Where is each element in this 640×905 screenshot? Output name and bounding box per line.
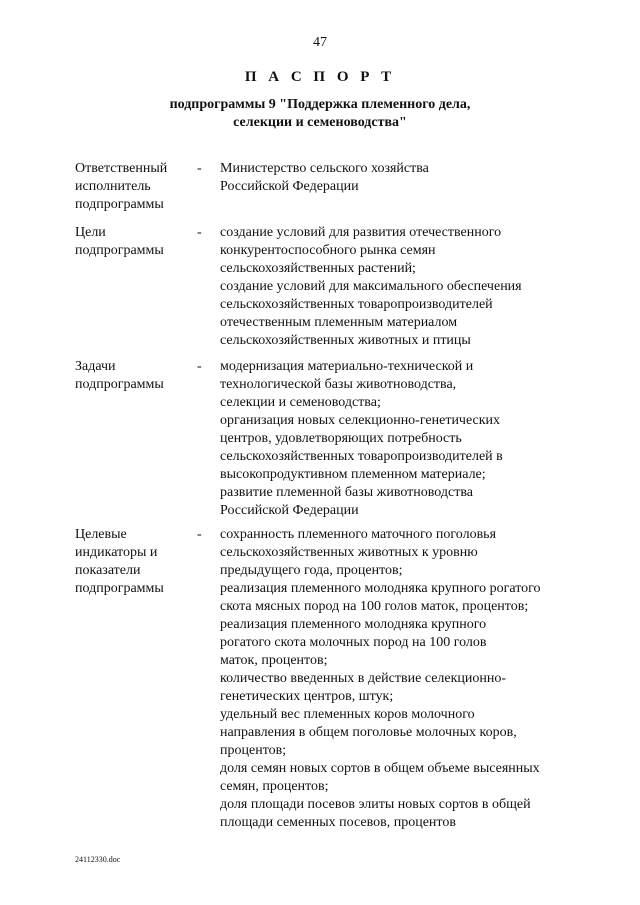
- content-line: маток, процентов;: [220, 653, 328, 668]
- document-subtitle: [0, 96, 640, 132]
- content-line: создание условий для максимального обеспечения: [220, 279, 522, 294]
- content-line: доля семян новых сортов в общем объеме высеянных: [220, 761, 540, 776]
- row-label: [75, 224, 195, 260]
- label-line: показатели: [75, 563, 141, 578]
- subtitle-line: подпрограммы 9 "Поддержка племенного дела,: [169, 97, 471, 112]
- content-line: селекции и семеноводства;: [220, 395, 381, 410]
- label-line: индикаторы и: [75, 545, 158, 560]
- content-line: генетических центров, штук;: [220, 689, 394, 704]
- content-line: скота мясных пород на 100 голов маток, процентов;: [220, 599, 529, 614]
- subtitle-line: селекции и семеноводства": [233, 115, 407, 130]
- content-line: организация новых селекционно-генетических: [220, 413, 501, 428]
- content-line: площади семенных посевов, процентов: [220, 815, 456, 830]
- row-label: [75, 358, 195, 394]
- label-line: подпрограммы: [75, 197, 164, 212]
- content-line: сельскохозяйственных товаропроизводителей: [220, 297, 493, 312]
- content-line: количество введенных в действие селекционно-: [220, 671, 507, 686]
- row-label: [75, 160, 195, 214]
- content-line: сельскохозяйственных растений;: [220, 261, 416, 276]
- content-line: конкурентоспособного рынка семян: [220, 243, 436, 258]
- content-line: технологической базы животноводства,: [220, 377, 457, 392]
- page-number: 47: [313, 35, 327, 50]
- content-line: предыдущего года, процентов;: [220, 563, 403, 578]
- content-line: реализация племенного молодняка крупного рогатого: [220, 581, 541, 596]
- content-line: сельскохозяйственных животных и птицы: [220, 333, 471, 348]
- row-label: [75, 526, 195, 598]
- label-line: Задачи: [75, 359, 116, 374]
- content-line: Российской Федерации: [220, 503, 359, 518]
- content-line: Российской Федерации: [220, 179, 359, 194]
- content-line: удельный вес племенных коров молочного: [220, 707, 475, 722]
- content-line: создание условий для развития отечественного: [220, 225, 502, 240]
- row-content: [220, 160, 620, 196]
- label-line: Цели: [75, 225, 106, 240]
- content-line: Министерство сельского хозяйства: [220, 161, 429, 176]
- content-line: рогатого скота молочных пород на 100 голов: [220, 635, 487, 650]
- content-line: доля площади посевов элиты новых сортов в общей: [220, 797, 531, 812]
- row-dash: -: [197, 359, 202, 374]
- label-line: исполнитель: [75, 179, 151, 194]
- content-line: сельскохозяйственных животных к уровню: [220, 545, 478, 560]
- row-dash: -: [197, 161, 202, 176]
- row-content: [220, 224, 620, 350]
- content-line: развитие племенной базы животноводства: [220, 485, 473, 500]
- row-content: [220, 526, 620, 832]
- row-dash: -: [197, 527, 202, 542]
- label-line: Ответственный: [75, 161, 168, 176]
- content-line: сохранность племенного маточного поголовья: [220, 527, 497, 542]
- content-line: центров, удовлетворяющих потребность: [220, 431, 462, 446]
- document-filename: 24112330.doc: [75, 855, 121, 864]
- content-line: процентов;: [220, 743, 287, 758]
- content-line: реализация племенного молодняка крупного: [220, 617, 487, 632]
- content-line: отечественным племенным материалом: [220, 315, 458, 330]
- content-line: высокопродуктивном племенном материале;: [220, 467, 486, 482]
- label-line: подпрограммы: [75, 243, 164, 258]
- document-title: П А С П О Р Т: [244, 69, 396, 85]
- label-line: Целевые: [75, 527, 127, 542]
- label-line: подпрограммы: [75, 581, 164, 596]
- content-line: модернизация материально-технической и: [220, 359, 474, 374]
- label-line: подпрограммы: [75, 377, 164, 392]
- content-line: направления в общем поголовье молочных коров,: [220, 725, 517, 740]
- content-line: сельскохозяйственных товаропроизводителей в: [220, 449, 503, 464]
- row-dash: -: [197, 225, 202, 240]
- row-content: [220, 358, 620, 520]
- content-line: семян, процентов;: [220, 779, 329, 794]
